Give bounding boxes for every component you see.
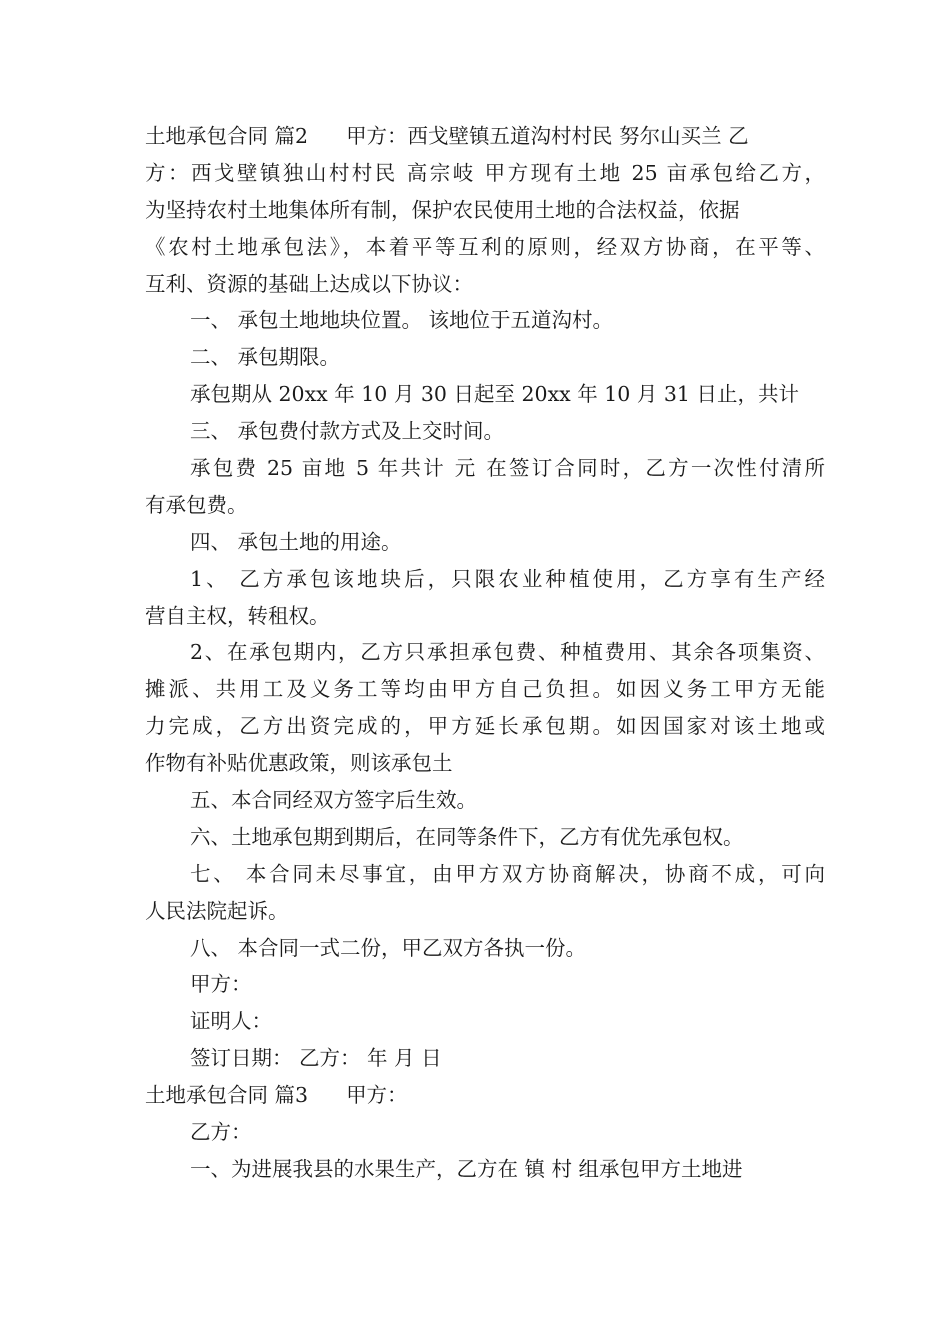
section-heading-line: [145, 118, 825, 155]
body-text-line: 人民法院起诉。: [145, 898, 289, 923]
section-heading-text: 甲方：: [346, 1083, 408, 1108]
body-text-line: 二、 承包期限。: [190, 345, 341, 370]
body-text-line: 《农村土地承包法》，本着平等互利的原则，经双方协商，在平等、: [145, 234, 825, 259]
section-heading-text: 甲方：西戈壁镇五道沟村村民 努尔山买兰 乙: [346, 124, 749, 148]
body-text-line: 八、 本合同一式二份，甲乙双方各执一份。: [190, 935, 587, 960]
body-text-line: 互利、资源的基础上达成以下协议：: [145, 271, 473, 296]
body-text-line: 一、 承包土地地块位置。 该地位于五道沟村。: [190, 308, 614, 333]
body-text-line: 营自主权，转租权。: [145, 603, 330, 628]
body-text-line: 2、在承包期内，乙方只承担承包费、种植费用、其余各项集资、: [190, 640, 825, 665]
body-text-line: 五、本合同经双方签字后生效。: [190, 788, 477, 813]
body-text-line: 乙方：: [190, 1120, 252, 1145]
body-text-line: 四、 承包土地的用途。: [190, 529, 402, 554]
section-title: 土地承包合同 篇2: [145, 124, 309, 148]
body-text-line: 甲方：: [190, 972, 252, 997]
body-text-line: 一、为进展我县的水果生产，乙方在 镇 村 组承包甲方土地进: [190, 1156, 743, 1181]
section-heading-line: [145, 1077, 825, 1114]
body-text-line: 力完成，乙方出资完成的，甲方延长承包期。如因国家对该土地或: [145, 714, 825, 739]
body-text-line: 七、 本合同未尽事宜，由甲方双方协商解决，协商不成，可向: [190, 861, 825, 886]
section-title: 土地承包合同 篇3: [145, 1083, 309, 1108]
body-text-line: 作物有补贴优惠政策，则该承包土: [145, 751, 453, 776]
document-page: [145, 118, 825, 1188]
body-text-line: 为坚持农村土地集体所有制，保护农民使用土地的合法权益，依据: [145, 197, 740, 222]
body-text-line: 1、 乙方承包该地块后，只限农业种植使用，乙方享有生产经: [190, 566, 825, 591]
body-text-line: 六、土地承包期到期后，在同等条件下，乙方有优先承包权。: [190, 824, 744, 849]
body-text-line: 有承包费。: [145, 492, 248, 517]
body-text-line: 摊派、共用工及义务工等均由甲方自己负担。如因义务工甲方无能: [145, 677, 825, 702]
body-text-line: 证明人：: [190, 1009, 272, 1034]
body-text-line: 方：西戈壁镇独山村村民 高宗岐 甲方现有土地 25 亩承包给乙方，: [145, 160, 825, 185]
body-text-line: 签订日期： 乙方： 年 月 日: [190, 1046, 442, 1071]
body-text-line: 三、 承包费付款方式及上交时间。: [190, 419, 505, 444]
body-text-line: 承包费 25 亩地 5 年共计 元 在签订合同时，乙方一次性付清所: [190, 456, 825, 481]
body-text-line: 承包期从 20xx 年 10 月 30 日起至 20xx 年 10 月 31 日止，共计: [190, 382, 799, 407]
